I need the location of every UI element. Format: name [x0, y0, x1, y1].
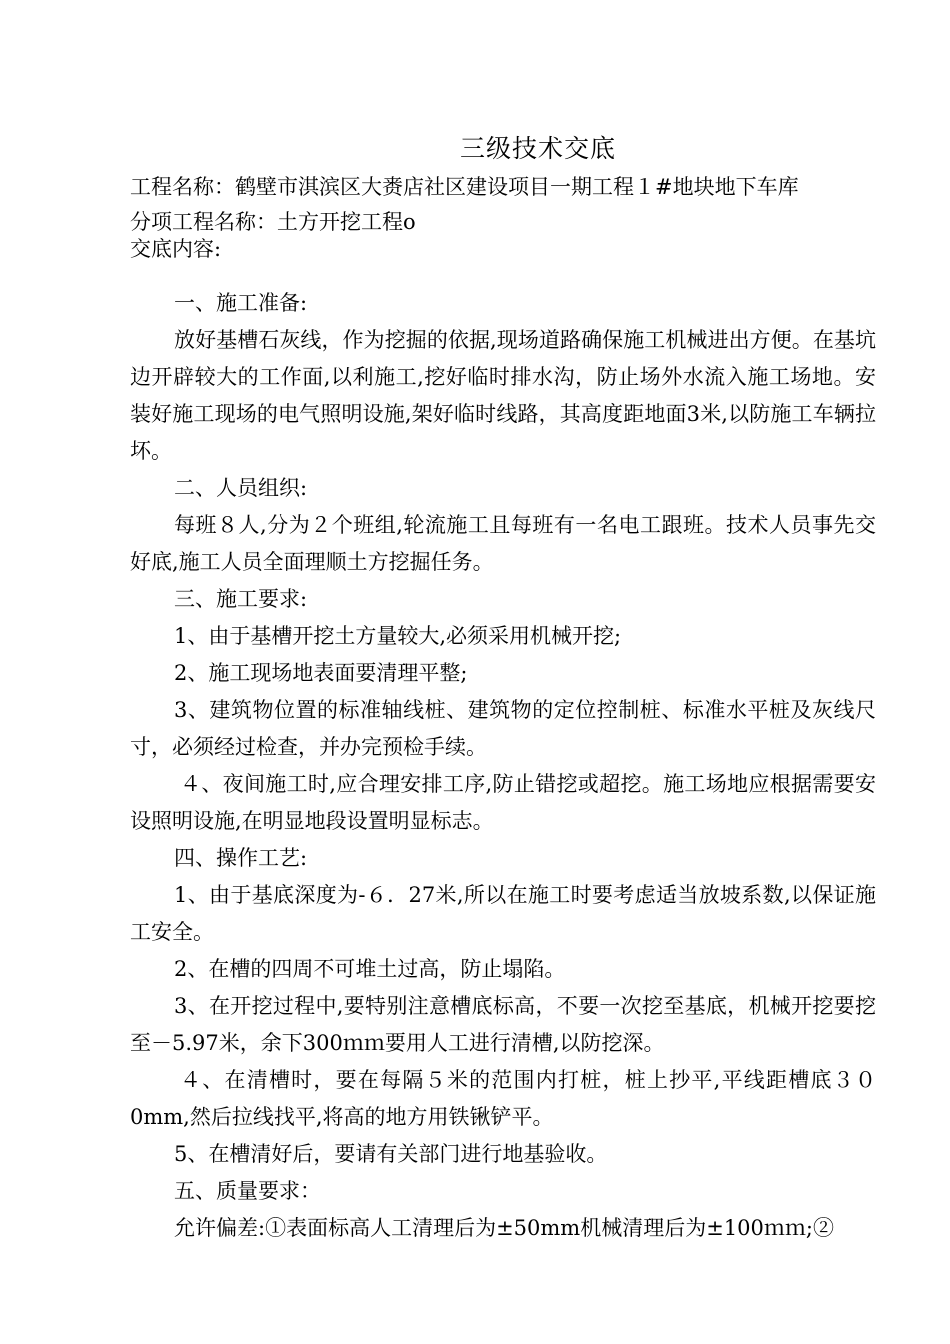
- body-paragraph: 放好基槽石灰线，作为挖掘的依据,现场道路确保施工机械进出方便。在基坑边开辟较大的工作面,以利施工,挖好临时排水沟，防止场外水流入施工场地。安装好施工现场的电气照明设施,架好临时线路，其高度距地面3米,以防施工车辆拉坏。: [130, 328, 876, 463]
- body-paragraph: 允许偏差:①表面标高人工清理后为±50mm机械清理后为±100ｍｍ;②: [174, 1216, 834, 1240]
- body-paragraph: ４、夜间施工时,应合理安排工序,防止错挖或超挖。施工场地应根据需要安设照明设施,在明显地段设置明显标志。: [130, 772, 876, 833]
- body-paragraph: 3、在开挖过程中,要特别注意槽底标高，不要一次挖至基底，机械开挖要挖至－5.97米，余下300ｍｍ要用人工进行清槽,以防挖深。: [130, 994, 876, 1055]
- body-paragraph: 3、建筑物位置的标准轴线桩、建筑物的定位控制桩、标准水平桩及灰线尺寸，必须经过检查，并办完预检手续。: [130, 698, 876, 759]
- body-paragraph: 2、施工现场地表面要清理平整;: [174, 661, 468, 685]
- project-name: 工程名称：鹤壁市淇滨区大赉店社区建设项目一期工程１#地块地下车库: [130, 175, 799, 199]
- document-title: 三级技术交底: [459, 134, 616, 163]
- body-paragraph: 1、由于基底深度为-６．27米,所以在施工时要考虑适当放坡系数,以保证施工安全。: [130, 883, 876, 944]
- subproject-mark: ο: [403, 210, 416, 234]
- document-body: [130, 285, 876, 1247]
- body-paragraph: 一、施工准备:: [174, 291, 308, 315]
- body-paragraph: 五、质量要求：: [174, 1179, 321, 1203]
- body-paragraph: 三、施工要求:: [174, 587, 308, 611]
- body-paragraph: 每班８人,分为２个班组,轮流施工且每班有一名电工跟班。技术人员事先交好底,施工人员全面理顺土方挖掘任务。: [130, 513, 876, 574]
- subproject-line: [130, 207, 416, 237]
- body-paragraph: ４、在清槽时，要在每隔５米的范围内打桩，桩上抄平,平线距槽底３０0mm,然后拉线找平,将高的地方用铁锹铲平。: [130, 1068, 876, 1129]
- body-paragraph: 四、操作工艺:: [174, 846, 308, 870]
- body-paragraph: 二、人员组织:: [174, 476, 308, 500]
- subproject-name: 分项工程名称：土方开挖工程: [130, 210, 403, 234]
- body-paragraph: 5、在槽清好后，要请有关部门进行地基验收。: [174, 1142, 608, 1166]
- content-label: 交底内容:: [130, 237, 222, 261]
- body-paragraph: 2、在槽的四周不可堆土过高，防止塌陷。: [174, 957, 566, 981]
- body-paragraph: 1、由于基槽开挖土方量较大,必须采用机械开挖;: [174, 624, 622, 648]
